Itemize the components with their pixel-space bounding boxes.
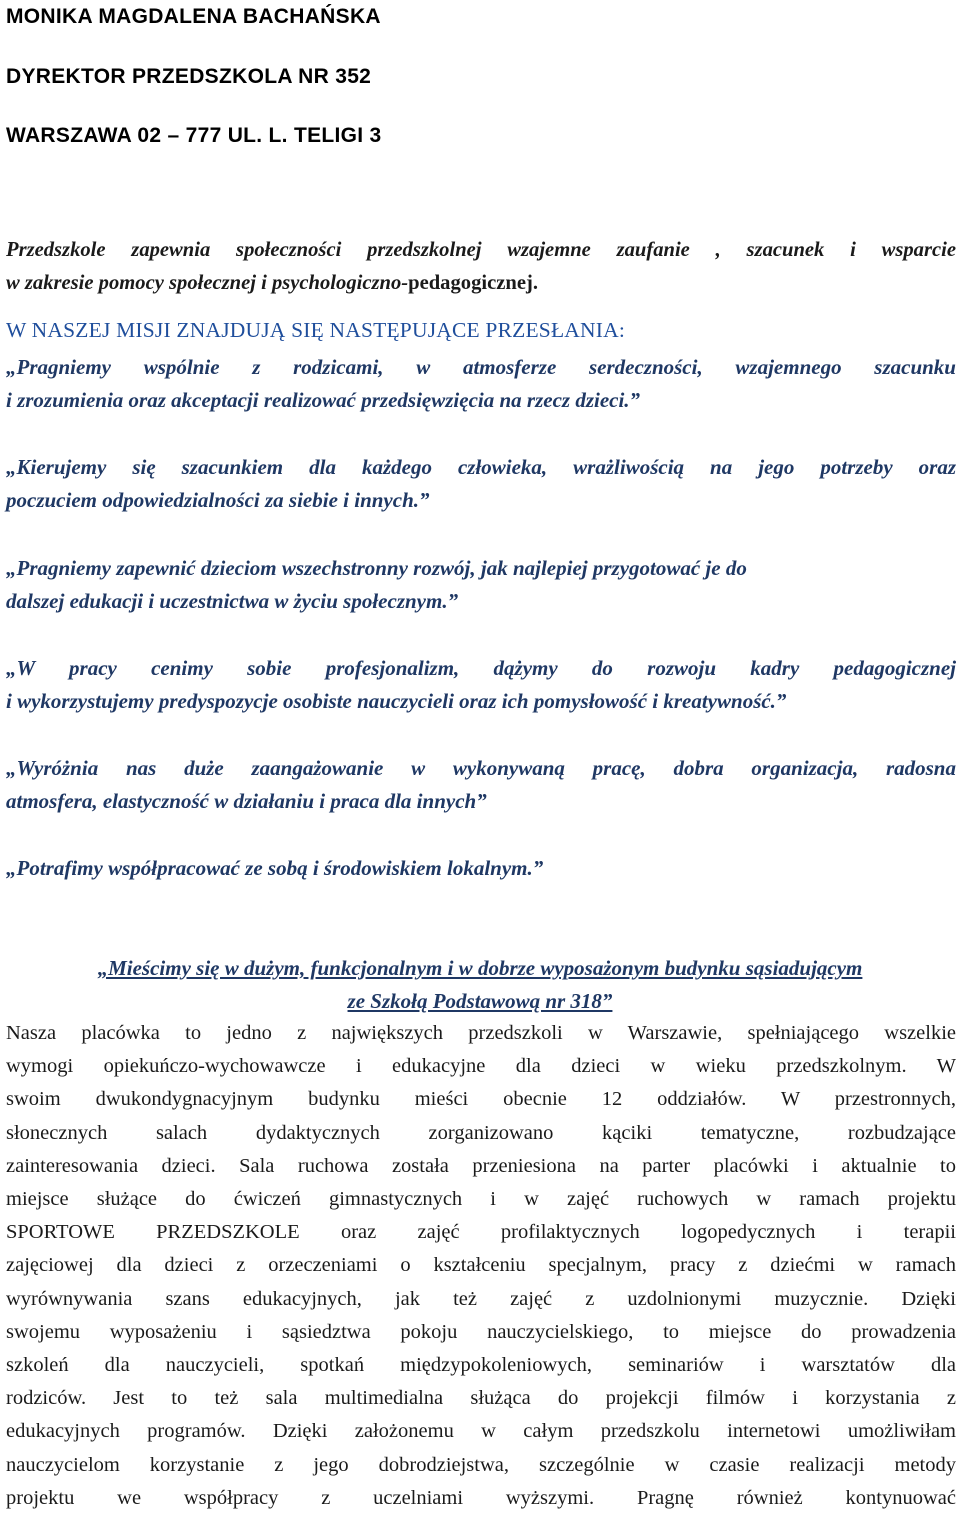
intro-line-2 xyxy=(6,267,956,300)
body-line: słonecznych salach dydaktycznych zorganizowano kąciki tematyczne, rozbudzające xyxy=(6,1121,956,1144)
mission-quote-4-line-2: i wykorzystujemy predyspozycje osobiste nauczycieli oraz ich pomysłowość i kreatywność.” xyxy=(6,689,787,713)
mission-quote-2-line-1: „Kierujemy się szacunkiem dla każdego człowieka, wrażliwością na jego potrzeby oraz xyxy=(6,455,956,479)
mission-quote-1-line-2: i zrozumienia oraz akceptacji realizować przedsięwzięcia na rzecz dzieci.” xyxy=(6,388,641,412)
mission-quote-4-line-1: „W pracy cenimy sobie profesjonalizm, dążymy do rozwoju kadry pedagogicznej xyxy=(6,656,956,680)
mission-quote-6 xyxy=(6,852,956,885)
mission-quote-3-line-1: „Pragniemy zapewnić dzieciom wszechstronny rozwój, jak najlepiej przygotować je do xyxy=(6,556,747,580)
mission-quote-2 xyxy=(6,451,956,517)
body-line: edukacyjnych programów. Dzięki założonemu w całym przedszkolu internetowi umożliwiłam xyxy=(6,1420,956,1443)
intro-paragraph xyxy=(6,234,956,300)
mission-quote-1 xyxy=(6,351,956,417)
building-heading-line-1: „Mieścimy się w dużym, funkcjonalnym i w dobrze wyposażonym budynku sąsiadującym xyxy=(97,956,863,980)
mission-quote-2-line-2: poczuciem odpowiedzialności za siebie i innych.” xyxy=(6,488,430,512)
mission-quote-4 xyxy=(6,652,956,718)
building-heading xyxy=(0,952,960,1018)
body-line: projektu we współpracy z uczelniami wyższymi. Pragnę również kontynuować xyxy=(6,1486,956,1509)
mission-quote-6-line-1: „Potrafimy współpracować ze sobą i środowiskiem lokalnym.” xyxy=(6,856,544,880)
author-role: DYREKTOR PRZEDSZKOLA NR 352 xyxy=(6,65,372,88)
body-line: nauczycielom korzystanie z jego dobrodziejstwa, szczególnie w czasie realizacji metody xyxy=(6,1453,956,1476)
mission-quote-5-line-1: „Wyróżnia nas duże zaangażowanie w wykonywaną pracę, dobra organizacja, radosna xyxy=(6,756,956,780)
body-line: wyrównywania szans edukacyjnych, jak też zajęć z uzdolnionymi muzycznie. Dzięki xyxy=(6,1287,956,1310)
body-line: zainteresowania dzieci. Sala ruchowa została przeniesiona na parter placówki i aktualnie to xyxy=(6,1154,956,1177)
building-description xyxy=(6,1017,956,1515)
institution-address: WARSZAWA 02 – 777 UL. L. TELIGI 3 xyxy=(6,124,382,147)
body-line: wymogi opiekuńczo-wychowawcze i edukacyjne dla dzieci w wieku przedszkolnym. W xyxy=(6,1055,956,1078)
body-line: szkoleń dla nauczycieli, spotkań międzypokoleniowych, seminariów i warsztatów dla xyxy=(6,1354,956,1377)
body-line: SPORTOWE PRZEDSZKOLE oraz zajęć profilaktycznych logopedycznych i terapii xyxy=(6,1221,956,1244)
intro-line-1: Przedszkole zapewnia społeczności przedszkolnej wzajemne zaufanie , szacunek i wsparcie xyxy=(6,239,956,261)
body-line: rodziców. Jest to też sala multimedialna służąca do projekcji filmów i korzystania z xyxy=(6,1387,956,1410)
intro-line-2-b: pedagogicznej. xyxy=(408,272,538,294)
building-heading-line-2: ze Szkołą Podstawową nr 318” xyxy=(347,989,613,1013)
mission-quote-1-line-1: „Pragniemy wspólnie z rodzicami, w atmosferze serdeczności, wzajemnego szacunku xyxy=(6,355,956,379)
body-line: swoim dwukondygnacyjnym budynku mieści obecnie 12 oddziałów. W przestronnych, xyxy=(6,1088,956,1111)
body-line: miejsce służące do ćwiczeń gimnastycznych i w zajęć ruchowych w ramach projektu xyxy=(6,1188,956,1211)
body-line: Nasza placówka to jedno z największych przedszkoli w Warszawie, spełniającego wszelkie xyxy=(6,1022,956,1044)
intro-line-2-a: w zakresie pomocy społecznej i psychologiczno- xyxy=(6,272,409,294)
mission-quote-3 xyxy=(6,552,956,618)
mission-quote-3-line-2: dalszej edukacji i uczestnictwa w życiu społecznym.” xyxy=(6,589,459,613)
mission-quote-5 xyxy=(6,752,956,818)
body-line: swojemu wyposażeniu i sąsiedztwa pokoju nauczycielskiego, to miejsce do prowadzenia xyxy=(6,1320,956,1343)
body-line: zajęciowej dla dzieci z orzeczeniami o kształceniu specjalnym, pracy z dziećmi w ramach xyxy=(6,1254,956,1277)
mission-title: W NASZEJ MISJI ZNAJDUJĄ SIĘ NASTĘPUJĄCE PRZESŁANIA: xyxy=(6,318,626,342)
mission-quote-5-line-2: atmosfera, elastyczność w działaniu i praca dla innych” xyxy=(6,789,487,813)
author-name: MONIKA MAGDALENA BACHAŃSKA xyxy=(6,5,381,28)
